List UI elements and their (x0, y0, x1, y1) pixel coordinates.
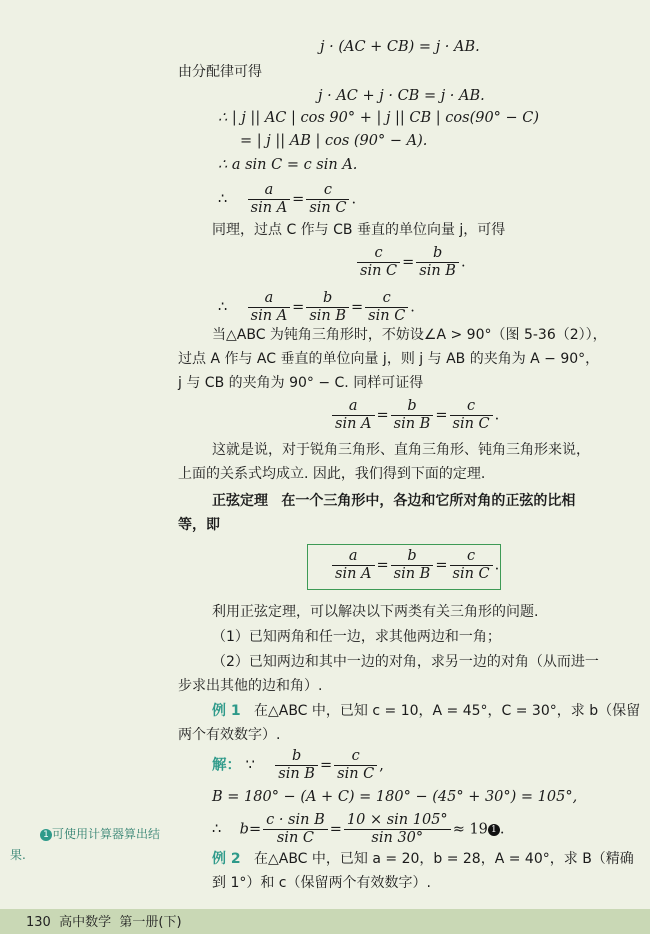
text-line: 过点 A 作与 AC 垂直的单位向量 j，则 j 与 AB 的夹角为 A − 90°， (178, 351, 600, 367)
numerator: c (450, 398, 493, 416)
fraction (248, 182, 291, 217)
fraction-equation: ∴ $\frac{a}{\text{sin A}}$ = $\frac{c}{\text{sin C}}$ . (218, 182, 357, 216)
numerator: c · sin B (263, 812, 328, 830)
fraction-equation: $\frac{a}{\text{sin A}}$ = $\frac{b}{\text{sin B}}$ = $\frac{c}{\text{sin C}}$ . (330, 398, 499, 433)
theorem-line: 等，即 (178, 517, 220, 533)
denominator: sin C (368, 308, 406, 324)
footer-text (26, 911, 182, 930)
fraction (332, 548, 375, 583)
solution-label: 解： (212, 757, 241, 774)
denominator: sin A (250, 200, 288, 216)
theorem-line (212, 491, 575, 511)
text-line: j 与 CB 的夹角为 90° − C. 同样可证得 (178, 375, 424, 391)
fraction (450, 548, 493, 583)
numerator: b (416, 245, 459, 263)
text-line: 由分配律可得 (178, 64, 262, 80)
therefore-symbol: ∴ (218, 299, 228, 316)
fraction (391, 548, 434, 583)
denominator: sin 30° (371, 830, 424, 846)
fraction (306, 290, 349, 325)
numerator: a (248, 290, 291, 308)
fraction (263, 812, 328, 847)
fraction-equation: ∴ $\frac{a}{\text{sin A}}$ = $\frac{b}{\text{sin B}}$ = $\frac{c}{\text{sin C}}$ . (218, 290, 415, 324)
fraction (275, 748, 318, 783)
because-symbol: ∵ (245, 757, 255, 774)
denominator: sin C (360, 263, 398, 279)
text-line: 步求出其他的边和角）. (178, 678, 323, 694)
text-line: （2）已知两边和其中一边的对角，求另一边的对角（从而进一 (212, 654, 599, 670)
example-1-line (212, 701, 640, 721)
solution-line: 解： ∵ $\frac{b}{\text{sin B}}$ = $\frac{c}{\text{sin C}}$ , (212, 748, 384, 782)
text-line: 当△ABC 为钝角三角形时，不妨设∠A > 90°（图 5-36（2））， (212, 327, 607, 343)
fraction-equation: $\frac{c}{\text{sin C}}$ = $\frac{b}{\text{sin B}}$ . (355, 245, 466, 280)
denominator: sin B (309, 308, 347, 324)
numerator: c (334, 748, 377, 766)
denominator: sin C (309, 200, 347, 216)
equation-line: ∴ a sin C = c sin A. (218, 157, 358, 173)
fraction (332, 398, 375, 433)
book-title: 高中数学 (59, 915, 112, 930)
fraction (334, 748, 377, 783)
page-number: 130 (26, 915, 51, 930)
numerator: a (332, 398, 375, 416)
result-approx: ≈ 19 (452, 821, 488, 838)
margin-note (40, 825, 160, 842)
fraction (357, 245, 400, 280)
therefore-symbol: ∴ (212, 821, 222, 838)
numerator: b (391, 548, 434, 566)
example-1-text: 在△ABC 中，已知 c = 10，A = 45°，C = 30°，求 b（保留 (253, 703, 641, 719)
equation-line: ∴ | j || AC | cos 90° + | j || CB | cos(90° − C) (218, 110, 540, 126)
example-1-label: 例 1 (212, 703, 241, 719)
numerator: b (275, 748, 318, 766)
text-line: （1）已知两角和任一边，求其他两边和一角； (212, 629, 501, 645)
footnote-marker: 1 (488, 824, 500, 836)
note-number-badge: 1 (40, 829, 52, 841)
margin-note-text: 可使用计算器算出结 (52, 827, 161, 841)
numerator: c (365, 290, 408, 308)
volume-label: 第一册(下) (119, 915, 182, 930)
denominator: sin C (452, 566, 490, 582)
fraction (450, 398, 493, 433)
therefore-symbol: ∴ (218, 191, 228, 208)
denominator: sin C (276, 830, 314, 846)
fraction (416, 245, 459, 280)
fraction (248, 290, 291, 325)
numerator: b (306, 290, 349, 308)
numerator: 10 × sin 105° (344, 812, 451, 830)
fraction-equation: $\frac{a}{\text{sin A}}$ = $\frac{b}{\text{sin B}}$ = $\frac{c}{\text{sin C}}$ . (330, 548, 499, 583)
numerator: c (306, 182, 349, 200)
text-line: 这就是说，对于锐角三角形、直角三角形、钝角三角形来说， (212, 442, 590, 458)
example-2-label: 例 2 (212, 851, 241, 867)
numerator: a (248, 182, 291, 200)
numerator: b (391, 398, 434, 416)
fraction-equation: ∴ b= $\frac{\text{c · sin B}}{\text{sin C}}$ = $\frac{10 \times \sin 105^\circ}{\sin 30^\circ}$ ≈ 19 1 . (212, 812, 505, 846)
margin-note-continuation: 果. (10, 848, 26, 862)
fraction (391, 398, 434, 433)
equation-line: = | j || AB | cos (90° − A). (240, 133, 428, 149)
theorem-title: 正弦定理 (212, 493, 268, 509)
denominator: sin A (250, 308, 288, 324)
denominator: sin A (335, 416, 372, 432)
example-2-text: 在△ABC 中，已知 a = 20，b = 28，A = 40°，求 B（精确 (253, 851, 634, 867)
equation-line: j · AC + j · CB = j · AB. (318, 88, 485, 104)
equation-line: B = 180° − (A + C) = 180° − (45° + 30°) = 105°, (212, 789, 578, 805)
denominator: sin A (335, 566, 372, 582)
fraction (365, 290, 408, 325)
numerator: c (450, 548, 493, 566)
fraction (306, 182, 349, 217)
text-line: 到 1°）和 c（保留两个有效数字）. (212, 875, 431, 891)
denominator: sin B (278, 766, 315, 782)
denominator: sin B (393, 416, 431, 432)
denominator: sin B (393, 566, 431, 582)
equation-line: j · (AC + CB) = j · AB. (320, 39, 480, 55)
fraction (344, 812, 451, 847)
text-line: 利用正弦定理，可以解决以下两类有关三角形的问题. (212, 604, 539, 620)
text-line: 同理，过点 C 作与 CB 垂直的单位向量 j，可得 (212, 222, 506, 238)
text-line: 两个有效数字）. (178, 727, 281, 743)
denominator: sin B (419, 263, 456, 279)
theorem-body: 在一个三角形中，各边和它所对角的正弦的比相 (281, 493, 576, 509)
text-line: 上面的关系式均成立. 因此，我们得到下面的定理. (178, 466, 486, 482)
numerator: a (332, 548, 375, 566)
numerator: c (357, 245, 400, 263)
example-2-line (212, 849, 634, 869)
denominator: sin C (452, 416, 490, 432)
denominator: sin C (337, 766, 375, 782)
